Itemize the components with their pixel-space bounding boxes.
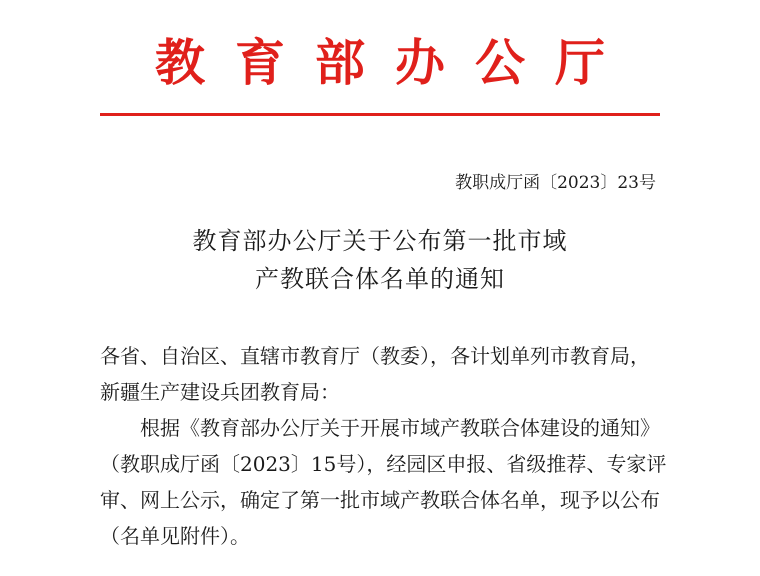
red-separator-rule (100, 113, 660, 116)
document-title-line-1: 教育部办公厅关于公布第一批市域 (192, 227, 568, 255)
document-number: 教职成厅函〔2023〕23号 (455, 173, 656, 193)
body-line-1: 根据《教育部办公厅关于开展市域产教联合体建设的通知》 (140, 416, 660, 440)
document-title (100, 222, 660, 298)
document-body (100, 338, 665, 554)
body-line-4: （名单见附件）。 (100, 524, 250, 548)
recipients-line-2: 新疆生产建设兵团教育局： (100, 380, 340, 404)
body-line-3: 审、网上公示，确定了第一批市域产教联合体名单，现予以公布 (100, 488, 660, 512)
body-line-2: （教职成厅函〔2023〕15号），经园区申报、省级推荐、专家评 (100, 452, 667, 476)
body-paragraph (100, 410, 665, 554)
document-title-line-2: 产教联合体名单的通知 (255, 265, 505, 293)
recipients-paragraph (100, 338, 665, 410)
recipients-line-1: 各省、自治区、直辖市教育厅（教委），各计划单列市教育局， (100, 344, 650, 368)
issuing-organization-header: 教育部办公厅 (155, 33, 635, 92)
